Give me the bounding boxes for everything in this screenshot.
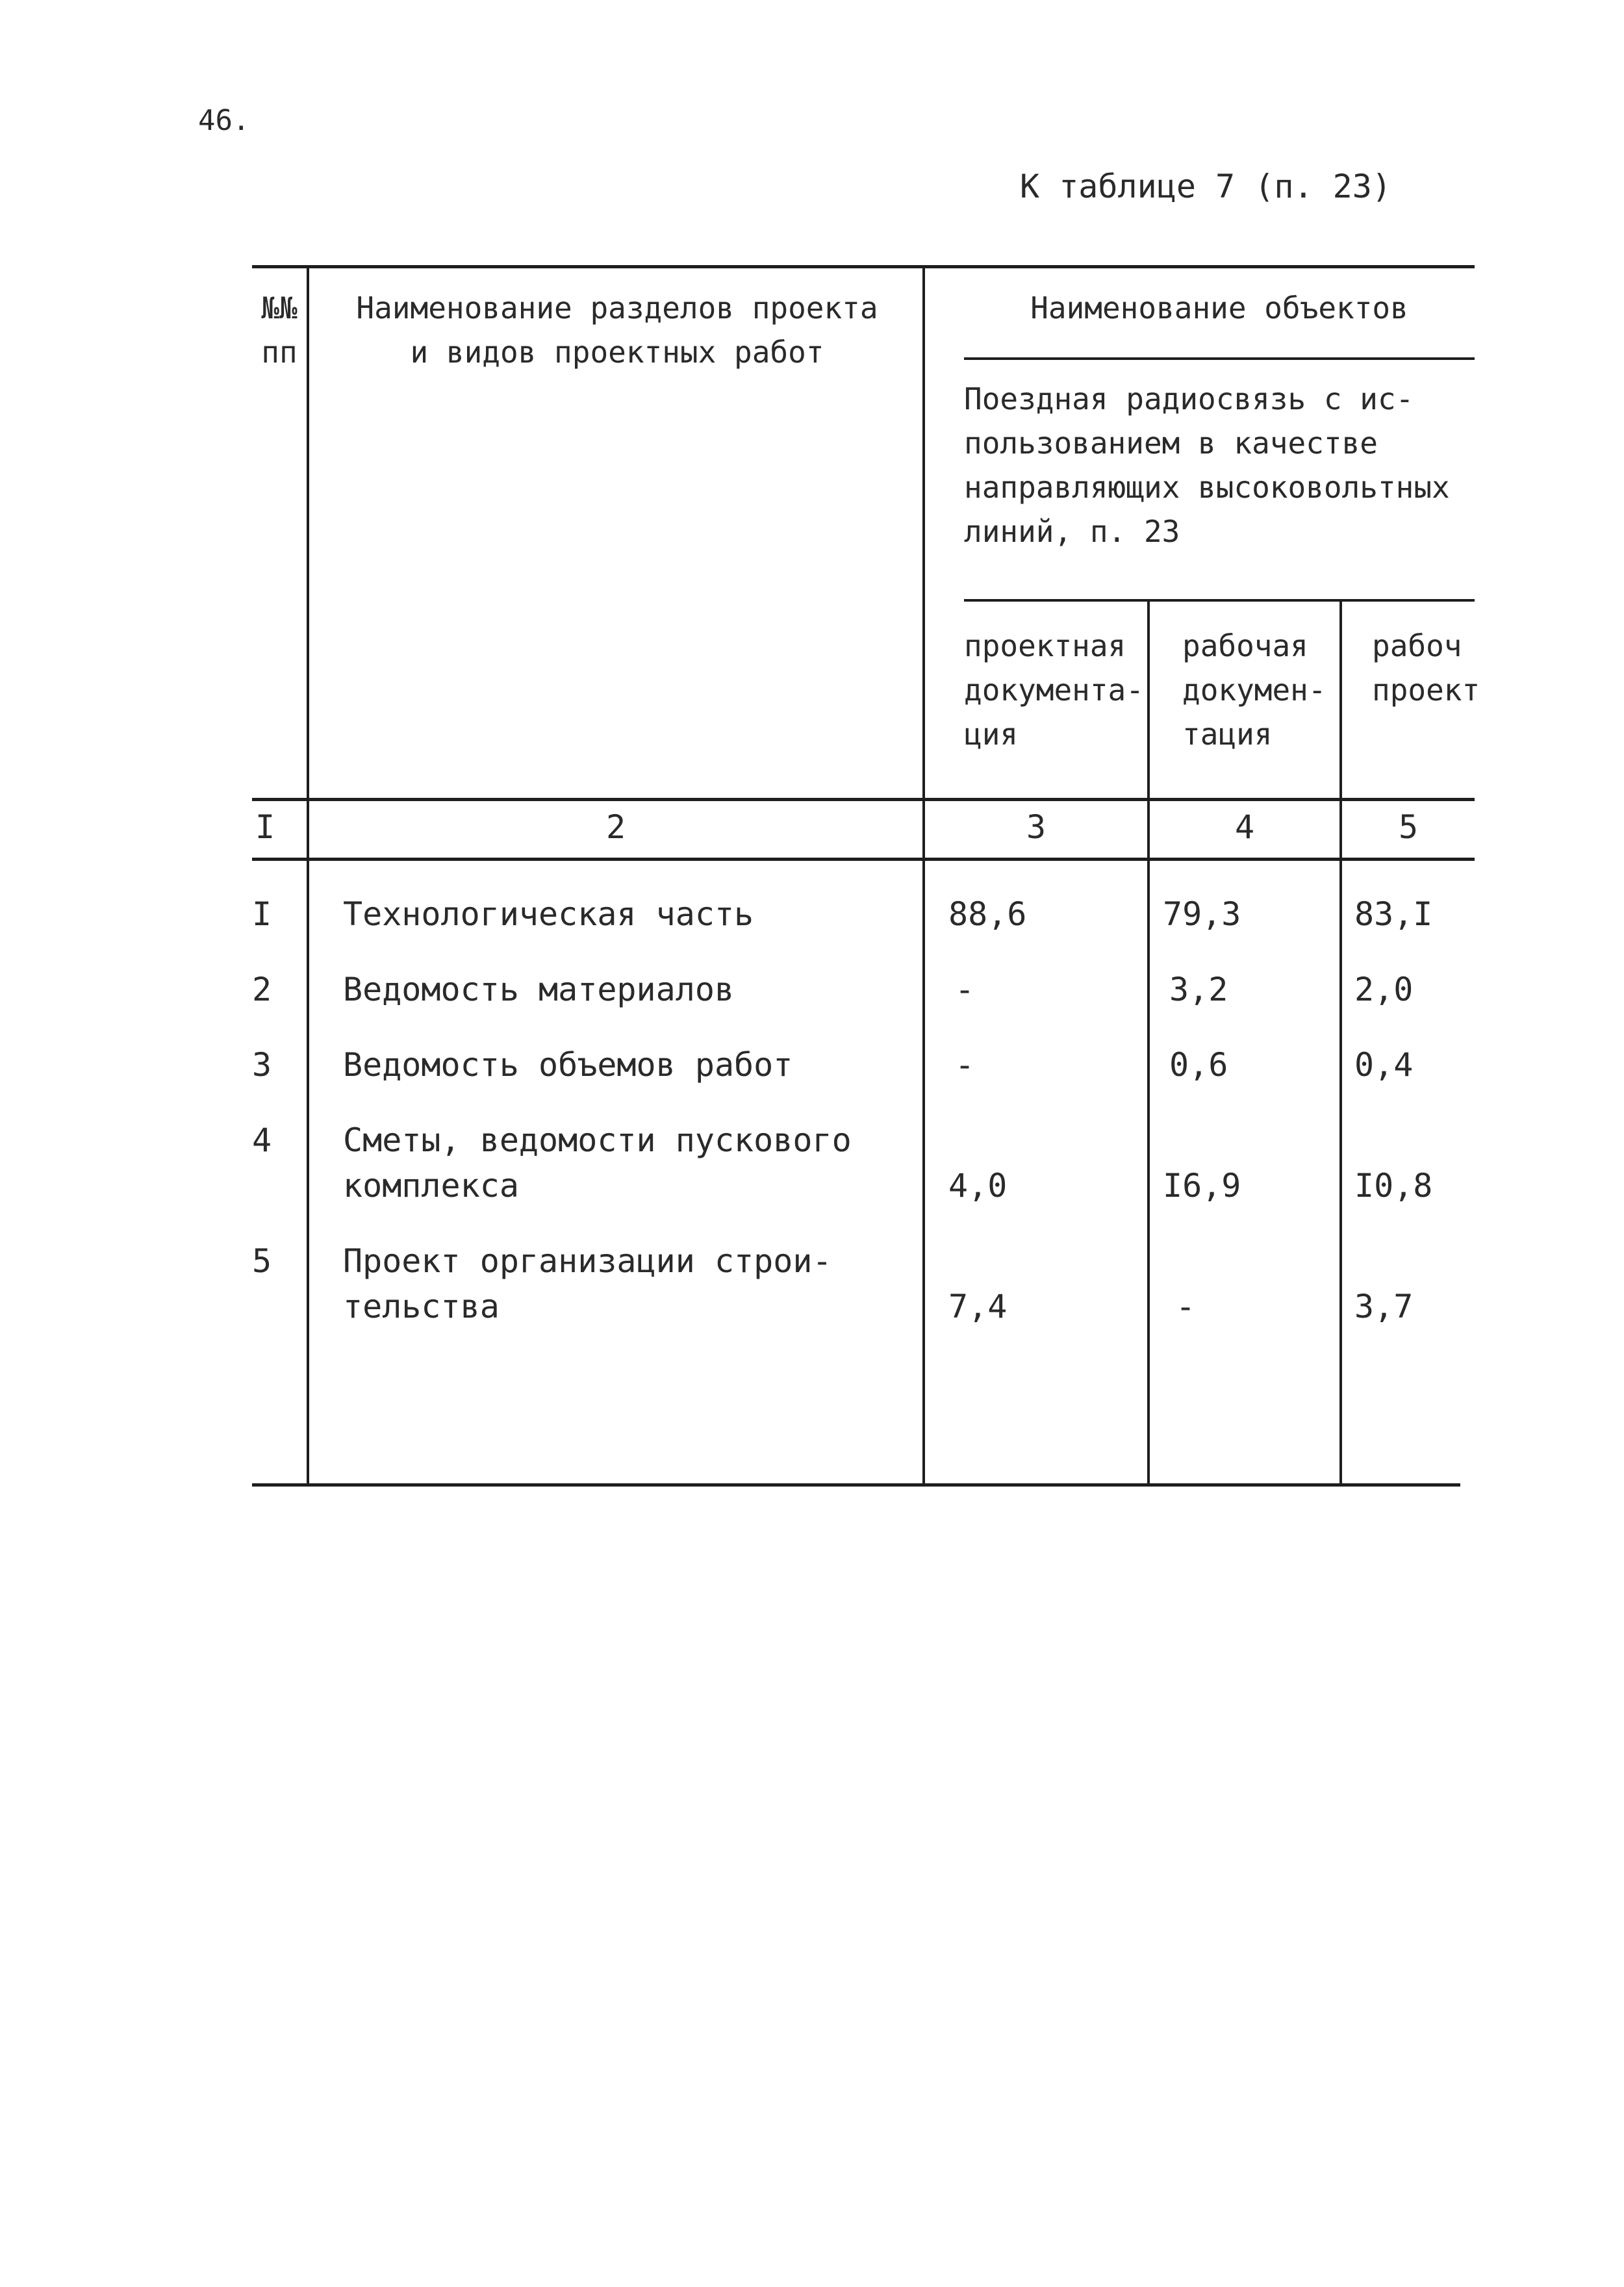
row-number: 3: [252, 1046, 272, 1084]
row-value-project-doc: 7,4: [948, 1288, 1008, 1325]
row-value-project-doc: 4,0: [948, 1167, 1008, 1205]
header-working-project: рабоч проект: [1372, 628, 1480, 708]
objects-group-divider: [964, 357, 1475, 360]
row-section-name: Сметы, ведомости пускового комплекса: [343, 1121, 852, 1205]
header-project-documentation: проектная документа- ция: [964, 628, 1144, 752]
row-value-working-doc: -: [1176, 1288, 1196, 1325]
subheader-divider: [964, 599, 1475, 602]
table-reference: К таблице 7 (п. 23): [1020, 168, 1391, 205]
row-value-working-project: 2,0: [1354, 971, 1414, 1008]
header-object-title: Поездная радиосвязь с ис- пользованием в качестве направляющих высоковольтных линий, п. 23: [964, 381, 1450, 549]
column-number: 4: [1234, 808, 1255, 846]
row-value-working-doc: 79,3: [1163, 895, 1241, 933]
row-number: I: [252, 895, 272, 933]
row-value-working-doc: I6,9: [1163, 1167, 1241, 1205]
row-value-working-project: I0,8: [1354, 1167, 1433, 1205]
row-value-working-project: 3,7: [1354, 1288, 1414, 1325]
column-number: 5: [1398, 808, 1419, 846]
row-section-name: Проект организации строи- тельства: [343, 1242, 832, 1325]
row-value-project-doc: -: [955, 971, 975, 1008]
row-number: 2: [252, 971, 272, 1008]
row-value-working-project: 83,I: [1354, 895, 1433, 933]
column-number: I: [255, 808, 275, 846]
column-number: 2: [605, 808, 626, 846]
row-value-working-project: 0,4: [1354, 1046, 1414, 1084]
row-value-project-doc: 88,6: [948, 895, 1027, 933]
row-number: 4: [252, 1121, 272, 1159]
header-col-number: №№ пп: [261, 290, 298, 370]
column-number: 3: [1026, 808, 1047, 846]
header-section-name: Наименование разделов проекта и видов проектных работ: [356, 290, 878, 370]
col-divider-3: [1147, 599, 1150, 1487]
row-section-name: Технологическая часть: [343, 895, 754, 933]
row-number: 5: [252, 1242, 272, 1280]
column-numbers-bottom-border: [252, 858, 1475, 861]
row-value-working-doc: 3,2: [1169, 971, 1228, 1008]
header-bottom-border: [252, 798, 1475, 801]
table-bottom-border: [252, 1483, 1460, 1487]
col-divider-4: [1339, 599, 1342, 1487]
row-section-name: Ведомость материалов: [343, 971, 735, 1008]
header-working-documentation: рабочая докумен- тация: [1182, 628, 1326, 752]
page-number: 46.: [198, 104, 250, 137]
col-divider-2: [922, 265, 925, 1487]
table-top-border: [252, 265, 1475, 268]
row-value-project-doc: -: [955, 1046, 975, 1084]
col-divider-1: [307, 265, 309, 1487]
row-section-name: Ведомость объемов работ: [343, 1046, 793, 1084]
row-value-working-doc: 0,6: [1169, 1046, 1228, 1084]
header-objects-group: Наименование объектов: [1030, 290, 1408, 326]
